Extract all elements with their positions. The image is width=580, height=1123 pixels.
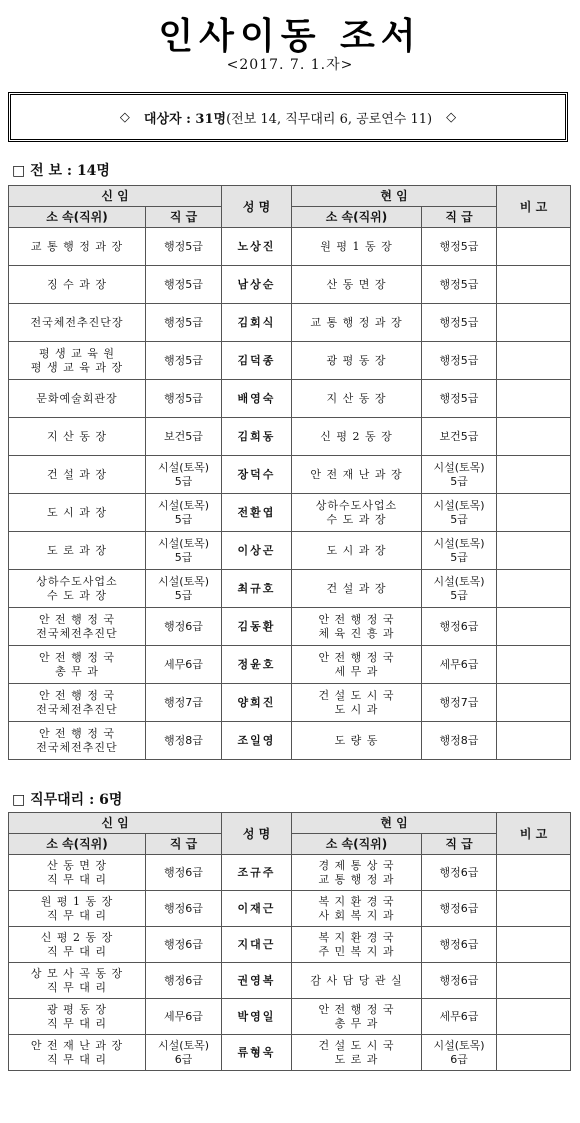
new-dept-line: 직 무 대 리	[47, 872, 107, 886]
summary-label: 대상자 : 31명	[143, 111, 227, 127]
person-name-cell: 김희동	[222, 418, 292, 456]
summary-detail: (전보 14, 직무대리 6, 공로연수 11)	[226, 111, 433, 127]
new-dept-line: 광 평 동 장	[47, 1002, 107, 1016]
cur-grade-line: 5급	[450, 512, 468, 526]
new-grade-line: 행정6급	[164, 973, 203, 987]
cur-grade-line: 세무6급	[439, 1009, 479, 1023]
cur-dept-cell	[292, 304, 422, 342]
table-row	[9, 1035, 571, 1071]
new-dept-cell	[9, 228, 146, 266]
cur-grade-cell	[422, 1035, 497, 1071]
remarks-cell	[497, 684, 571, 722]
person-name-cell: 이재근	[222, 891, 292, 927]
new-grade-cell	[146, 891, 222, 927]
remarks-cell	[497, 494, 571, 532]
new-dept-cell	[9, 646, 146, 684]
new-dept-line: 상 모 사 곡 동 장	[30, 966, 124, 980]
cur-grade-line: 5급	[450, 474, 468, 488]
header-cur-grade: 직 급	[422, 834, 497, 855]
person-name-cell: 정윤호	[222, 646, 292, 684]
remarks-cell	[497, 342, 571, 380]
cur-grade-line: 행정6급	[439, 865, 479, 879]
cur-dept-line: 복 지 환 경 국	[318, 930, 395, 944]
table-row	[9, 456, 571, 494]
new-grade-line: 시설(토목)	[157, 1038, 210, 1052]
table-row	[9, 532, 571, 570]
header-new-post: 신 임	[9, 186, 222, 207]
new-grade-line: 시설(토목)	[157, 460, 210, 474]
new-grade-cell	[146, 494, 222, 532]
person-name-cell: 박영일	[222, 999, 292, 1035]
new-dept-line: 상하수도사업소	[36, 574, 118, 588]
new-grade-cell	[146, 1035, 222, 1071]
new-grade-cell	[146, 927, 222, 963]
cur-dept-line: 안 전 행 정 국	[318, 650, 395, 664]
new-grade-line: 6급	[174, 1052, 193, 1066]
cur-grade-line: 행정6급	[439, 973, 479, 987]
new-dept-cell	[9, 494, 146, 532]
cur-grade-cell	[422, 891, 497, 927]
remarks-cell	[497, 418, 571, 456]
header-remarks: 비 고	[497, 186, 571, 228]
transfer-table	[8, 185, 571, 760]
remarks-cell	[497, 380, 571, 418]
new-dept-line: 산 동 면 장	[47, 858, 107, 872]
new-dept-cell	[9, 342, 146, 380]
new-grade-line: 행정6급	[164, 901, 203, 915]
header-name: 성 명	[222, 813, 292, 855]
cur-grade-line: 시설(토목)	[433, 1038, 485, 1052]
cur-grade-cell	[422, 456, 497, 494]
table-row	[9, 380, 571, 418]
cur-grade-cell	[422, 963, 497, 999]
cur-grade-line: 세무6급	[439, 657, 479, 671]
table-row	[9, 266, 571, 304]
table-row	[9, 608, 571, 646]
new-dept-line: 안 전 행 정 국	[38, 688, 116, 702]
cur-grade-cell	[422, 342, 497, 380]
new-dept-cell	[9, 532, 146, 570]
new-dept-line: 전국체전추진단	[36, 702, 118, 716]
cur-dept-cell	[292, 1035, 422, 1071]
section-title-transfer: □ 전 보 : 14명	[12, 163, 110, 179]
cur-grade-cell	[422, 927, 497, 963]
cur-dept-line: 산 동 면 장	[326, 277, 387, 291]
new-grade-cell	[146, 532, 222, 570]
cur-dept-cell	[292, 999, 422, 1035]
new-grade-cell	[146, 646, 222, 684]
person-name-cell: 지대근	[222, 927, 292, 963]
cur-grade-line: 시설(토목)	[433, 498, 485, 512]
header-remarks: 비 고	[497, 813, 571, 855]
cur-dept-cell	[292, 456, 422, 494]
cur-grade-line: 행정5급	[439, 277, 479, 291]
new-dept-cell	[9, 456, 146, 494]
cur-grade-line: 5급	[450, 550, 468, 564]
person-name-cell: 배영숙	[222, 380, 292, 418]
person-name-cell: 전환엽	[222, 494, 292, 532]
new-grade-cell	[146, 380, 222, 418]
cur-dept-cell	[292, 891, 422, 927]
cur-dept-cell	[292, 266, 422, 304]
remarks-cell	[497, 999, 571, 1035]
table-row	[9, 228, 571, 266]
summary-prefix: ◇	[119, 109, 130, 125]
person-name-cell: 장덕수	[222, 456, 292, 494]
table-row	[9, 927, 571, 963]
cur-grade-line: 5급	[450, 588, 468, 602]
cur-dept-line: 복 지 환 경 국	[318, 894, 395, 908]
new-grade-cell	[146, 684, 222, 722]
new-dept-line: 징 수 과 장	[47, 277, 107, 291]
remarks-cell	[497, 608, 571, 646]
new-dept-line: 안 전 행 정 국	[38, 726, 116, 740]
cur-grade-cell	[422, 266, 497, 304]
header-new-dept: 소 속(직위)	[9, 834, 146, 855]
table-row	[9, 304, 571, 342]
new-dept-line: 전국체전추진단장	[30, 315, 124, 329]
new-dept-cell	[9, 380, 146, 418]
header-new-post: 신 임	[9, 813, 222, 834]
new-grade-line: 행정8급	[164, 733, 203, 747]
cur-grade-cell	[422, 646, 497, 684]
cur-grade-cell	[422, 228, 497, 266]
cur-grade-cell	[422, 855, 497, 891]
person-name-cell: 양희진	[222, 684, 292, 722]
new-dept-line: 직 무 대 리	[47, 944, 107, 958]
table-row	[9, 963, 571, 999]
new-dept-cell	[9, 266, 146, 304]
new-dept-cell	[9, 963, 146, 999]
header-new-grade: 직 급	[146, 834, 222, 855]
new-grade-cell	[146, 999, 222, 1035]
cur-dept-line: 건 설 과 장	[326, 581, 387, 595]
cur-dept-line: 도 시 과 장	[326, 543, 387, 557]
cur-dept-line: 도 로 과	[334, 1052, 379, 1066]
header-cur-dept: 소 속(직위)	[292, 834, 422, 855]
new-dept-cell	[9, 855, 146, 891]
new-dept-line: 직 무 대 리	[47, 1052, 107, 1066]
cur-dept-cell	[292, 342, 422, 380]
new-grade-line: 세무6급	[164, 657, 203, 671]
new-grade-line: 행정6급	[164, 619, 203, 633]
new-grade-line: 행정5급	[164, 315, 203, 329]
cur-dept-cell	[292, 927, 422, 963]
new-dept-line: 직 무 대 리	[47, 980, 107, 994]
cur-grade-line: 6급	[450, 1052, 468, 1066]
new-grade-line: 행정5급	[164, 239, 203, 253]
cur-grade-cell	[422, 418, 497, 456]
header-cur-grade: 직 급	[422, 207, 497, 228]
new-grade-line: 행정5급	[164, 391, 203, 405]
new-dept-cell	[9, 570, 146, 608]
new-grade-line: 5급	[174, 588, 193, 602]
cur-dept-cell	[292, 684, 422, 722]
cur-grade-line: 시설(토목)	[433, 574, 485, 588]
cur-grade-line: 행정6급	[439, 901, 479, 915]
new-dept-cell	[9, 722, 146, 760]
remarks-cell	[497, 646, 571, 684]
new-grade-cell	[146, 304, 222, 342]
cur-dept-line: 안 전 재 난 과 장	[310, 467, 403, 481]
new-dept-line: 안 전 재 난 과 장	[30, 1038, 124, 1052]
cur-dept-cell	[292, 646, 422, 684]
cur-dept-cell	[292, 570, 422, 608]
table-row	[9, 494, 571, 532]
new-grade-cell	[146, 570, 222, 608]
new-grade-cell	[146, 722, 222, 760]
cur-dept-line: 체 육 진 흥 과	[318, 626, 395, 640]
table-row	[9, 570, 571, 608]
page-title: 인사이동 조서	[158, 16, 422, 57]
new-dept-line: 전국체전추진단	[36, 740, 118, 754]
new-grade-line: 행정5급	[164, 353, 203, 367]
cur-dept-line: 세 무 과	[334, 664, 379, 678]
new-grade-line: 행정6급	[164, 865, 203, 879]
cur-dept-cell	[292, 608, 422, 646]
new-grade-cell	[146, 266, 222, 304]
new-grade-line: 행정7급	[164, 695, 203, 709]
new-dept-line: 직 무 대 리	[47, 1016, 107, 1030]
new-grade-cell	[146, 855, 222, 891]
new-dept-line: 지 산 동 장	[47, 429, 107, 443]
new-dept-cell	[9, 418, 146, 456]
new-grade-cell	[146, 342, 222, 380]
new-dept-line: 교 통 행 정 과 장	[30, 239, 124, 253]
table-row	[9, 855, 571, 891]
remarks-cell	[497, 456, 571, 494]
remarks-cell	[497, 891, 571, 927]
cur-dept-line: 교 통 행 정 과	[318, 872, 395, 886]
new-dept-cell	[9, 891, 146, 927]
new-dept-line: 도 시 과 장	[47, 505, 107, 519]
cur-grade-line: 행정5급	[439, 353, 479, 367]
new-dept-line: 수 도 과 장	[47, 588, 107, 602]
header-new-dept: 소 속(직위)	[9, 207, 146, 228]
cur-dept-line: 광 평 동 장	[326, 353, 387, 367]
cur-dept-line: 신 평 2 동 장	[320, 429, 393, 443]
table-row	[9, 418, 571, 456]
cur-dept-line: 총 무 과	[334, 1016, 379, 1030]
remarks-cell	[497, 963, 571, 999]
remarks-cell	[497, 570, 571, 608]
cur-dept-line: 지 산 동 장	[326, 391, 387, 405]
summary-box	[8, 92, 568, 142]
remarks-cell	[497, 855, 571, 891]
cur-grade-cell	[422, 380, 497, 418]
cur-dept-line: 상하수도사업소	[315, 498, 398, 512]
new-dept-cell	[9, 927, 146, 963]
cur-dept-line: 수 도 과 장	[326, 512, 387, 526]
new-grade-line: 보건5급	[164, 429, 203, 443]
new-grade-cell	[146, 228, 222, 266]
cur-grade-line: 보건5급	[439, 429, 479, 443]
acting-table	[8, 812, 571, 1071]
remarks-cell	[497, 722, 571, 760]
new-dept-line: 평 생 교 육 과 장	[30, 360, 124, 374]
remarks-cell	[497, 927, 571, 963]
cur-grade-line: 행정6급	[439, 619, 479, 633]
new-dept-line: 총 무 과	[55, 664, 99, 678]
table-row	[9, 684, 571, 722]
cur-grade-cell	[422, 999, 497, 1035]
new-grade-cell	[146, 456, 222, 494]
cur-dept-cell	[292, 532, 422, 570]
cur-dept-line: 감 사 담 당 관 실	[310, 973, 403, 987]
cur-grade-cell	[422, 570, 497, 608]
cur-grade-cell	[422, 304, 497, 342]
new-grade-line: 시설(토목)	[157, 536, 210, 550]
cur-dept-line: 주 민 복 지 과	[318, 944, 395, 958]
effective-date: <2017. 7. 1.자>	[226, 57, 354, 73]
summary-suffix: ◇	[446, 109, 457, 125]
person-name-cell: 김덕종	[222, 342, 292, 380]
new-grade-line: 5급	[174, 550, 193, 564]
person-name-cell: 남상순	[222, 266, 292, 304]
new-dept-line: 신 평 2 동 장	[40, 930, 114, 944]
cur-grade-cell	[422, 722, 497, 760]
new-dept-line: 안 전 행 정 국	[38, 650, 116, 664]
cur-grade-line: 시설(토목)	[433, 536, 485, 550]
cur-dept-cell	[292, 855, 422, 891]
cur-dept-line: 원 평 1 동 장	[320, 239, 393, 253]
cur-grade-cell	[422, 608, 497, 646]
new-grade-cell	[146, 963, 222, 999]
new-dept-line: 문화예술회관장	[36, 391, 118, 405]
header-cur-dept: 소 속(직위)	[292, 207, 422, 228]
cur-grade-line: 시설(토목)	[433, 460, 485, 474]
new-grade-cell	[146, 608, 222, 646]
cur-dept-cell	[292, 722, 422, 760]
cur-grade-cell	[422, 532, 497, 570]
new-grade-cell	[146, 418, 222, 456]
cur-dept-line: 안 전 행 정 국	[318, 612, 395, 626]
new-grade-line: 5급	[174, 474, 193, 488]
header-name: 성 명	[222, 186, 292, 228]
new-dept-line: 원 평 1 동 장	[40, 894, 114, 908]
new-grade-line: 시설(토목)	[157, 574, 210, 588]
table-row	[9, 891, 571, 927]
header-new-grade: 직 급	[146, 207, 222, 228]
new-dept-cell	[9, 608, 146, 646]
table-row	[9, 646, 571, 684]
person-name-cell: 조일영	[222, 722, 292, 760]
person-name-cell: 노상진	[222, 228, 292, 266]
cur-grade-cell	[422, 684, 497, 722]
cur-dept-line: 건 설 도 시 국	[318, 688, 395, 702]
header-current-post: 현 임	[292, 186, 497, 207]
cur-grade-line: 행정5급	[439, 391, 479, 405]
remarks-cell	[497, 228, 571, 266]
person-name-cell: 류형욱	[222, 1035, 292, 1071]
new-grade-line: 세무6급	[164, 1009, 203, 1023]
table-row	[9, 342, 571, 380]
new-grade-line: 시설(토목)	[157, 498, 210, 512]
cur-dept-line: 도 량 동	[334, 733, 379, 747]
table-row	[9, 999, 571, 1035]
new-dept-line: 직 무 대 리	[47, 908, 107, 922]
section-title-acting: □ 직무대리 : 6명	[12, 792, 123, 808]
new-dept-cell	[9, 304, 146, 342]
table-row	[9, 722, 571, 760]
cur-dept-line: 교 통 행 정 과 장	[310, 315, 403, 329]
new-dept-cell	[9, 1035, 146, 1071]
new-dept-cell	[9, 999, 146, 1035]
remarks-cell	[497, 532, 571, 570]
cur-grade-line: 행정5급	[439, 239, 479, 253]
new-dept-line: 도 로 과 장	[47, 543, 107, 557]
new-dept-line: 건 설 과 장	[47, 467, 107, 481]
new-dept-line: 안 전 행 정 국	[38, 612, 116, 626]
new-dept-cell	[9, 684, 146, 722]
cur-dept-cell	[292, 963, 422, 999]
remarks-cell	[497, 304, 571, 342]
cur-dept-line: 건 설 도 시 국	[318, 1038, 395, 1052]
new-dept-line: 평 생 교 육 원	[38, 346, 116, 360]
new-dept-line: 전국체전추진단	[36, 626, 118, 640]
cur-dept-line: 사 회 복 지 과	[318, 908, 395, 922]
person-name-cell: 김회식	[222, 304, 292, 342]
cur-dept-line: 경 제 통 상 국	[318, 858, 395, 872]
new-grade-line: 행정6급	[164, 937, 203, 951]
cur-grade-line: 행정6급	[439, 937, 479, 951]
person-name-cell: 최규호	[222, 570, 292, 608]
person-name-cell: 권영복	[222, 963, 292, 999]
header-current-post: 현 임	[292, 813, 497, 834]
person-name-cell: 김동환	[222, 608, 292, 646]
cur-dept-line: 도 시 과	[334, 702, 379, 716]
cur-dept-cell	[292, 418, 422, 456]
cur-grade-line: 행정7급	[439, 695, 479, 709]
cur-dept-cell	[292, 228, 422, 266]
cur-dept-line: 안 전 행 정 국	[318, 1002, 395, 1016]
cur-dept-cell	[292, 380, 422, 418]
cur-dept-cell	[292, 494, 422, 532]
cur-grade-line: 행정8급	[439, 733, 479, 747]
person-name-cell: 이상곤	[222, 532, 292, 570]
remarks-cell	[497, 1035, 571, 1071]
cur-grade-line: 행정5급	[439, 315, 479, 329]
person-name-cell: 조규주	[222, 855, 292, 891]
remarks-cell	[497, 266, 571, 304]
new-grade-line: 행정5급	[164, 277, 203, 291]
new-grade-line: 5급	[174, 512, 193, 526]
cur-grade-cell	[422, 494, 497, 532]
